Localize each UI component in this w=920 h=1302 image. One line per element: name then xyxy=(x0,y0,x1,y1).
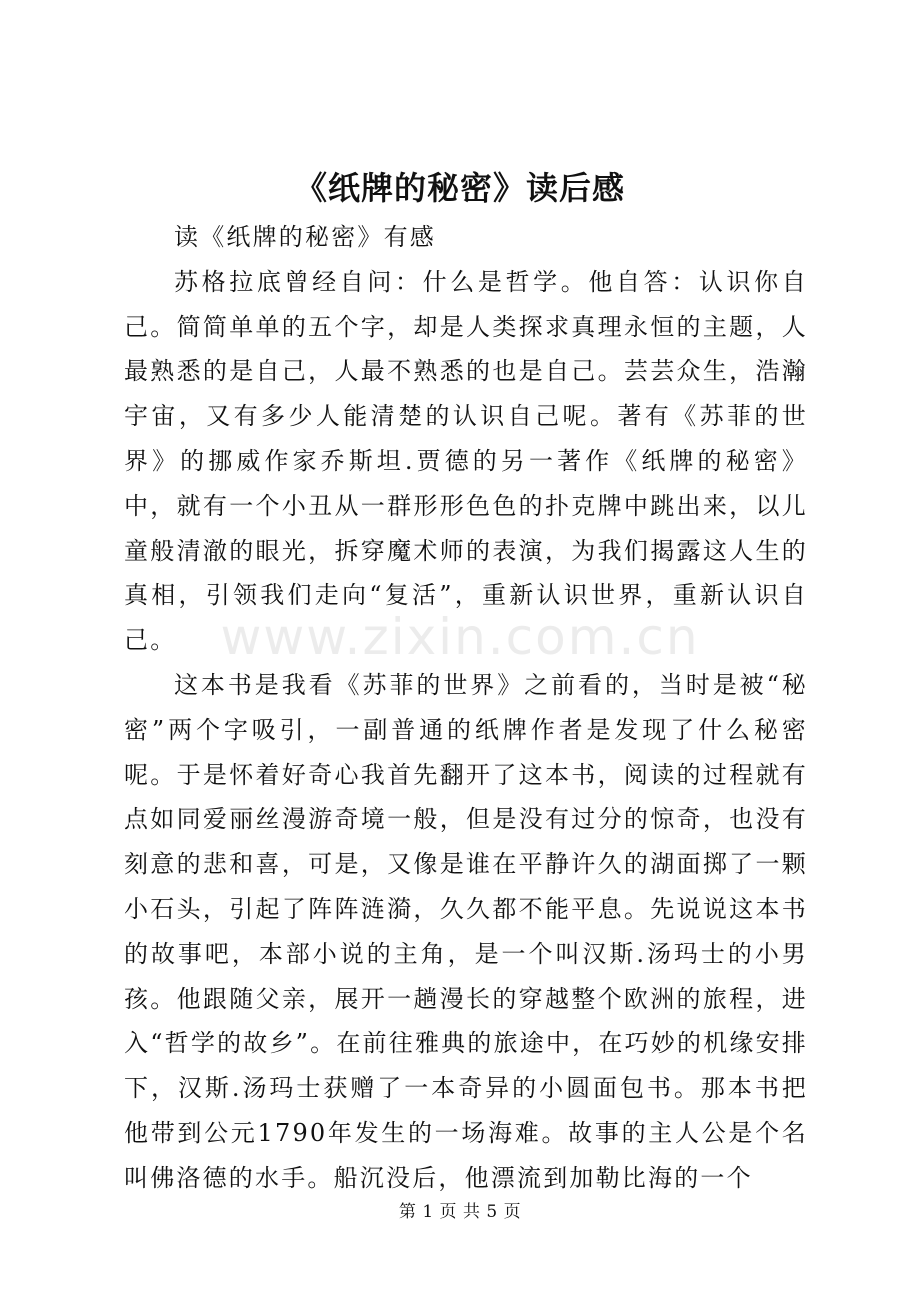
subtitle-paragraph: 读《纸牌的秘密》有感 xyxy=(174,223,436,251)
document-body xyxy=(124,215,808,1201)
body-paragraph: 这本书是我看《苏菲的世界》之前看的，当时是被“秘密”两个字吸引，一副普通的纸牌作者是发现了什么秘密呢。于是怀着好奇心我首先翻开了这本书，阅读的过程就有点如同爱丽丝漫游奇境一般，但是没有过分的惊奇，也没有刻意的悲和喜，可是，又像是谁在平静许久的湖面掷了一颗小石头，引起了阵阵涟漪，久久都不能平息。先说说这本书的故事吧，本部小说的主角，是一个叫汉斯.汤玛士的小男孩。他跟随父亲，展开一趟漫长的穿越整个欧洲的旅程，进入“哲学的故乡”。在前往雅典的旅途中，在巧妙的机缘安排下，汉斯.汤玛士获赠了一本奇异的小圆面包书。那本书把他带到公元1790年发生的一场海难。故事的主人公是个名叫佛洛德的水手。船沉没后，他漂流到加勒比海的一个 xyxy=(124,670,808,1192)
watermark: www.zixin.com.cn xyxy=(220,608,700,666)
page-footer: 第 1 页 共 5 页 xyxy=(398,1202,522,1222)
body-paragraph: 苏格拉底曾经自问：什么是哲学。他自答：认识你自己。简简单单的五个字，却是人类探求真理永恒的主题，人最熟悉的是自己，人最不熟悉的也是自己。芸芸众生，浩瀚宇宙，又有多少人能清楚的认识自己呢。著有《苏菲的世界》的挪威作家乔斯坦.贾德的另一著作《纸牌的秘密》中，就有一个小丑从一群形形色色的扑克牌中跳出来，以儿童般清澈的眼光，拆穿魔术师的表演，为我们揭露这人生的真相，引领我们走向“复活”，重新认识世界，重新认识自己。 xyxy=(124,267,808,655)
page-title: 《纸牌的秘密》读后感 xyxy=(294,169,625,207)
